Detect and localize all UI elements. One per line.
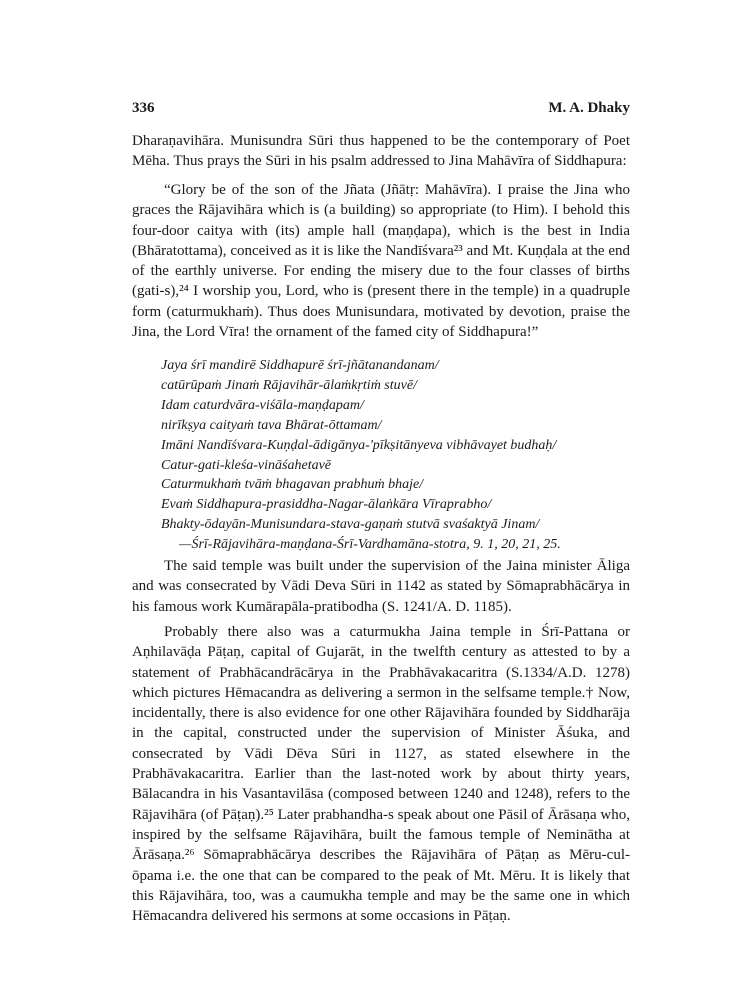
running-header (132, 100, 630, 117)
paragraph-text: The said temple was built under the supervision of the Jaina minister Āliga and was consecrated by Vādi Deva Sūri in 1142 as stated by Sōmaprabhācārya in his famous work Kumārapāla-pratibodha (S. 1241/A. D. 1185). (132, 558, 630, 615)
sanskrit-verse (161, 356, 631, 555)
quote-text: “Glory be of the son of the Jñata (Jñātṛ: Mahāvīra). I praise the Jina who graces the Rājavihāra which is (a building) so appropriate (to Him). I behold this four-door caitya with (its) ample hall (maṇḍapa), which is the best in India (Bhāratottama), conceived as it is like the Nandīśvara²³ and Mt. Kuṇḍala at the end of the earthly universe. For ending the misery due to the four classes of births (gati-s),²⁴ I worship you, Lord, who is (present there in the temple) in a quadruple form (caturmukhaṁ). Thus does Munisundara, motivated by devotion, praise the Jina, the Lord Vīra! the ornament of the famed city of Siddhapura!” (132, 182, 630, 341)
page-number: 336 (132, 100, 155, 116)
verse-line: Bhakty-ōdayān-Munisundara-stava-gaṇaṁ stutvā svaśaktyā Jinam/ (161, 517, 540, 533)
verse-line: Evaṁ Siddhapura-prasiddha-Nagar-ālaṅkāra Vīraprabho/ (161, 497, 492, 513)
verse-line: nirīkṣya caityaṁ tava Bhārat-ōttamam/ (161, 417, 382, 433)
verse-line: Jaya śrī mandirē Siddhapurē śrī-jñātanandanam/ (161, 358, 439, 373)
intro-text: Dharaṇavihāra. Munisundra Sūri thus happened to be the contemporary of Poet Mēha. Thus prays the Sūri in his psalm addressed to Jina Mahāvīra of Siddhapura: (132, 133, 630, 170)
paragraph-text: Probably there also was a caturmukha Jaina temple in Śrī-Pattana or Aṇhilavāḍa Pāṭaṇ, capital of Gujarāt, in the twelfth century as attested to by a statement of Prabhācandrācārya in the Prabhāvakacaritra (S.1334/A.D. 1278) which pictures Hēmacandra as delivering a sermon in the selfsame temple.† Now, incidentally, there is also evidence for one other Rājavihāra founded by Siddharāja in the capital, constructed under the supervision of Minister Āśuka, and consecrated by Vādi Dēva Sūri in 1127, as stated elsewhere in the Prabhāvakacaritra. Earlier than the last-noted work by about thirty years, Bālacandra in his Vasantavilāsa (composed between 1240 and 1248), refers to the Rājavihāra (of Pāṭaṇ).²⁵ Later prabhandha-s speak about one Pāsil of Ārāsaṇa who, inspired by the selfsame Rājavihāra, built the famous temple of Neminātha at Ārāsaṇa.²⁶ Sōmaprabhācārya describes the Rājavihāra of Pāṭaṇ as Mēru-cul-ōpama i.e. the one that can be compared to the peak of Mt. Mēru. It is likely that this Rājavihāra, too, was a caumukha temple and may be the same one in which Hēmacandra delivered his sermons at some occasions in Pāṭaṇ. (132, 624, 630, 925)
verse-line: Catur-gati-kleśa-vināśahetavē (161, 457, 332, 473)
verse-line: Imāni Nandīśvara-Kuṇḍal-ādigānya-'pīkṣitānyeva vibhāvayet budhaḥ/ (161, 437, 557, 453)
translated-quote (132, 180, 630, 342)
body-paragraph-caturmukha (132, 622, 630, 926)
intro-paragraph (132, 131, 630, 172)
author-name: M. A. Dhaky (548, 100, 630, 116)
verse-line: Idam caturdvāra-viśāla-maṇḍapam/ (161, 397, 364, 413)
verse-citation: —Śrī-Rājavihāra-maṇḍana-Śrī-Vardhamāna-stotra, 9. 1, 20, 21, 25. (179, 537, 561, 553)
verse-line: Caturmukhaṁ tvāṁ bhagavan prabhuṁ bhaje/ (161, 477, 424, 493)
body-paragraph-temple (132, 556, 630, 617)
verse-line: catūrūpaṁ Jinaṁ Rājavihār-ālaṁkṛtiṁ stuvē/ (161, 377, 417, 393)
